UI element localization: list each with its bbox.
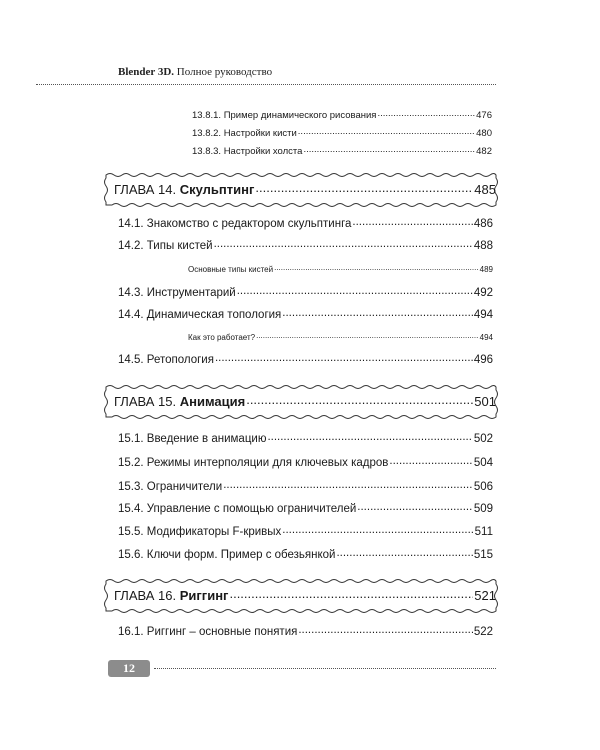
- toc-entry[interactable]: [192, 146, 492, 157]
- chapter-name: Скульптинг: [179, 182, 255, 197]
- entry-title: 14.3. Инструментарий: [118, 287, 236, 299]
- leader-dots: [298, 126, 475, 137]
- entry-page: 522: [473, 626, 493, 638]
- entry-title: 13.8.1. Пример динамического рисования: [192, 110, 377, 121]
- chapter-box-14[interactable]: [108, 172, 494, 206]
- leader-dots: [215, 352, 473, 364]
- entry-page: 506: [473, 481, 493, 493]
- entry-page: 486: [473, 218, 493, 230]
- page-number: 12: [108, 660, 150, 677]
- entry-title: 15.1. Введение в анимацию: [118, 433, 267, 445]
- leader-dots: [282, 524, 473, 536]
- chapter-heading: [114, 588, 496, 603]
- running-header: [118, 66, 272, 78]
- leader-dots: [223, 479, 473, 491]
- toc-entry[interactable]: [192, 110, 492, 121]
- leader-dots: [274, 263, 479, 272]
- entry-title: 14.1. Знакомство с редактором скульптинга: [118, 218, 352, 230]
- footer-rule: [154, 668, 496, 669]
- leader-dots: [229, 586, 473, 601]
- leader-dots: [389, 455, 472, 467]
- toc-entry[interactable]: [118, 526, 493, 538]
- entry-title: 15.2. Режимы интерполяции для ключевых кадров: [118, 457, 389, 469]
- leader-dots: [298, 624, 472, 636]
- entry-title: 14.2. Типы кистей: [118, 240, 213, 252]
- toc-entry[interactable]: [118, 240, 493, 252]
- chapter-page: 485: [474, 182, 496, 197]
- entry-title: Основные типы кистей: [188, 265, 274, 274]
- toc-entry[interactable]: [118, 503, 493, 515]
- leader-dots: [352, 216, 472, 228]
- entry-page: 502: [473, 433, 493, 445]
- leader-dots: [357, 501, 473, 513]
- entry-page: 511: [474, 526, 493, 538]
- chapter-prefix: ГЛАВА 16.: [114, 588, 180, 603]
- leader-dots: [336, 547, 472, 559]
- chapter-box-16[interactable]: [108, 578, 494, 612]
- toc-entry[interactable]: [118, 457, 493, 469]
- entry-page: 509: [473, 503, 493, 515]
- toc-entry[interactable]: [118, 433, 493, 445]
- entry-title: 14.5. Ретопология: [118, 354, 214, 366]
- chapter-prefix: ГЛАВА 15.: [114, 394, 180, 409]
- chapter-name: Риггинг: [179, 588, 229, 603]
- toc-entry[interactable]: [118, 549, 493, 561]
- entry-title: 13.8.3. Настройки холста: [192, 146, 303, 157]
- header-rule: [36, 84, 496, 85]
- entry-page: 494: [473, 309, 493, 321]
- toc-entry[interactable]: [118, 287, 493, 299]
- book-title-bold: Blender 3D.: [118, 66, 175, 78]
- entry-title: 15.3. Ограничители: [118, 481, 223, 493]
- toc-entry[interactable]: [118, 626, 493, 638]
- entry-page: 480: [476, 128, 492, 139]
- leader-dots: [267, 431, 472, 443]
- leader-dots: [237, 285, 473, 297]
- entry-page: 488: [473, 240, 493, 252]
- entry-page: 494: [479, 333, 493, 342]
- entry-title: 16.1. Риггинг – основные понятия: [118, 626, 298, 638]
- toc-entry[interactable]: [188, 333, 493, 342]
- entry-title: Как это работает?: [188, 333, 256, 342]
- book-title-rest: Полное руководство: [174, 66, 273, 78]
- entry-title: 14.4. Динамическая топология: [118, 309, 282, 321]
- leader-dots: [214, 238, 473, 250]
- chapter-prefix: ГЛАВА 14.: [114, 182, 180, 197]
- toc-entry[interactable]: [118, 309, 493, 321]
- entry-page: 515: [473, 549, 493, 561]
- entry-page: 492: [473, 287, 493, 299]
- chapter-heading: [114, 394, 496, 409]
- leader-dots: [246, 392, 473, 407]
- toc-entry[interactable]: [118, 481, 493, 493]
- toc-entry[interactable]: [118, 218, 493, 230]
- chapter-name: Анимация: [179, 394, 246, 409]
- chapter-heading: [114, 182, 496, 197]
- leader-dots: [282, 307, 473, 319]
- chapter-box-15[interactable]: [108, 384, 494, 418]
- entry-page: 504: [473, 457, 493, 469]
- entry-page: 476: [476, 110, 492, 121]
- entry-page: 489: [479, 265, 493, 274]
- entry-title: 15.6. Ключи форм. Пример с обезьянкой: [118, 549, 336, 561]
- entry-title: 13.8.2. Настройки кисти: [192, 128, 297, 139]
- leader-dots: [303, 144, 475, 155]
- toc-entry[interactable]: [188, 265, 493, 274]
- entry-title: 15.4. Управление с помощью ограничителей: [118, 503, 357, 515]
- leader-dots: [255, 180, 473, 195]
- toc-entry[interactable]: [118, 354, 493, 366]
- chapter-page: 521: [474, 588, 496, 603]
- entry-title: 15.5. Модификаторы F-кривых: [118, 526, 282, 538]
- chapter-page: 501: [474, 394, 496, 409]
- entry-page: 496: [473, 354, 493, 366]
- toc-entry[interactable]: [192, 128, 492, 139]
- leader-dots: [377, 108, 475, 119]
- leader-dots: [256, 331, 479, 340]
- entry-page: 482: [476, 146, 492, 157]
